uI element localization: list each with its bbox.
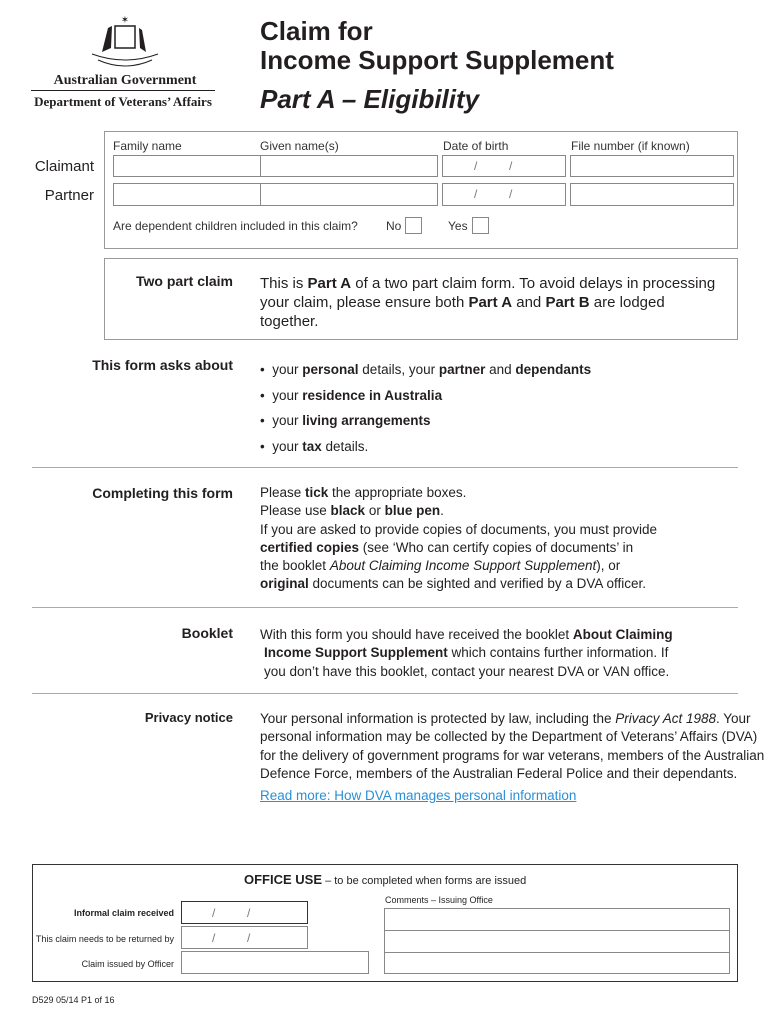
asks-list bbox=[260, 357, 591, 459]
col-given-names: Given name(s) bbox=[260, 139, 339, 153]
date-separator: / bbox=[247, 931, 251, 945]
partner-given-names-input[interactable] bbox=[260, 183, 438, 206]
col-file-number: File number (if known) bbox=[571, 139, 690, 153]
title-line1: Claim for bbox=[260, 16, 373, 46]
return-by-date-input[interactable] bbox=[181, 926, 308, 949]
divider bbox=[32, 607, 738, 608]
coat-of-arms-logo bbox=[84, 14, 166, 72]
date-separator: / bbox=[474, 159, 478, 173]
partner-dob-input[interactable] bbox=[442, 183, 566, 206]
office-use-title: OFFICE USE – to be completed when forms are issued bbox=[244, 872, 527, 887]
svg-text:✶: ✶ bbox=[120, 15, 130, 26]
partner-file-number-input[interactable] bbox=[570, 183, 734, 206]
divider bbox=[32, 467, 738, 468]
comments-line-3[interactable] bbox=[384, 952, 730, 974]
form-asks-heading: This form asks about bbox=[92, 357, 233, 373]
return-by-label: This claim needs to be returned by bbox=[35, 934, 174, 944]
claimant-dob-input[interactable] bbox=[442, 155, 566, 177]
no-checkbox[interactable] bbox=[405, 217, 422, 234]
issued-by-label: Claim issued by Officer bbox=[81, 959, 174, 969]
two-part-claim-heading: Two part claim bbox=[136, 273, 233, 289]
informal-claim-label: Informal claim received bbox=[73, 908, 174, 918]
list-item: • your tax details. bbox=[260, 438, 369, 454]
subtitle: Part A – Eligibility bbox=[260, 84, 480, 114]
logo-divider bbox=[31, 90, 215, 91]
two-part-claim-text: This is Part A of a two part claim form. To avoid delays in processing your claim, please ensure both Part A and Part B are lodged together. bbox=[260, 275, 716, 330]
department-name: Department of Veterans’ Affairs bbox=[34, 94, 212, 109]
claimant-family-name-input[interactable] bbox=[113, 155, 261, 177]
claimant-label: Claimant bbox=[34, 158, 94, 175]
org-name: Australian Government bbox=[53, 73, 197, 88]
date-separator: / bbox=[247, 906, 251, 920]
claimant-given-names-input[interactable] bbox=[260, 155, 438, 177]
form-code-footer: D529 05/14 P1 of 16 bbox=[32, 995, 115, 1005]
list-item: • your living arrangements bbox=[260, 413, 431, 428]
date-separator: / bbox=[474, 187, 478, 201]
title-line2: Income Support Supplement bbox=[260, 45, 614, 75]
privacy-text: Your personal information is protected by law, including the Privacy Act 1988. Your personal information may be collected by the Department of Veterans’ Affairs (DVA) for the delivery of government programs for war veterans, members of the Australian Defence Force, members of the Australian Federal Police and their dependants. bbox=[260, 711, 765, 781]
partner-family-name-input[interactable] bbox=[113, 183, 261, 206]
privacy-heading: Privacy notice bbox=[144, 710, 233, 725]
date-separator: / bbox=[212, 931, 216, 945]
no-label: No bbox=[386, 219, 402, 233]
date-separator: / bbox=[212, 906, 216, 920]
privacy-read-more-link[interactable]: Read more: How DVA manages personal information bbox=[260, 788, 577, 803]
issued-by-officer-input[interactable] bbox=[181, 951, 369, 974]
col-dob: Date of birth bbox=[443, 139, 509, 153]
divider bbox=[32, 693, 738, 694]
dependent-children-question: Are dependent children included in this claim? bbox=[113, 219, 358, 233]
list-item: • your personal details, your partner and dependants bbox=[260, 362, 592, 377]
comments-label: Comments – Issuing Office bbox=[385, 895, 493, 905]
date-separator: / bbox=[509, 159, 513, 173]
completing-heading: Completing this form bbox=[92, 485, 233, 501]
booklet-heading: Booklet bbox=[181, 625, 233, 641]
partner-label: Partner bbox=[44, 187, 94, 204]
comments-line-1[interactable] bbox=[384, 908, 730, 931]
informal-claim-date-input[interactable] bbox=[181, 901, 308, 924]
yes-label: Yes bbox=[448, 219, 468, 233]
comments-line-2[interactable] bbox=[384, 930, 730, 953]
completing-text: Please tick the appropriate boxes. Please use black or blue pen. If you are asked to provide copies of documents, you must provide certified copies (see ‘Who can certify copies of documents’ in the booklet About Claiming Income Support Supplement), or original documents can be sighted and verified by a DVA officer. bbox=[260, 485, 657, 592]
yes-checkbox[interactable] bbox=[472, 217, 489, 234]
date-separator: / bbox=[509, 187, 513, 201]
claimant-file-number-input[interactable] bbox=[570, 155, 734, 177]
list-item: • your residence in Australia bbox=[260, 387, 443, 403]
booklet-text: With this form you should have received the booklet About Claiming Income Support Supplement which contains further information. If you don’t have this booklet, contact your nearest DVA or VAN office. bbox=[260, 627, 673, 679]
col-family-name: Family name bbox=[113, 139, 182, 153]
